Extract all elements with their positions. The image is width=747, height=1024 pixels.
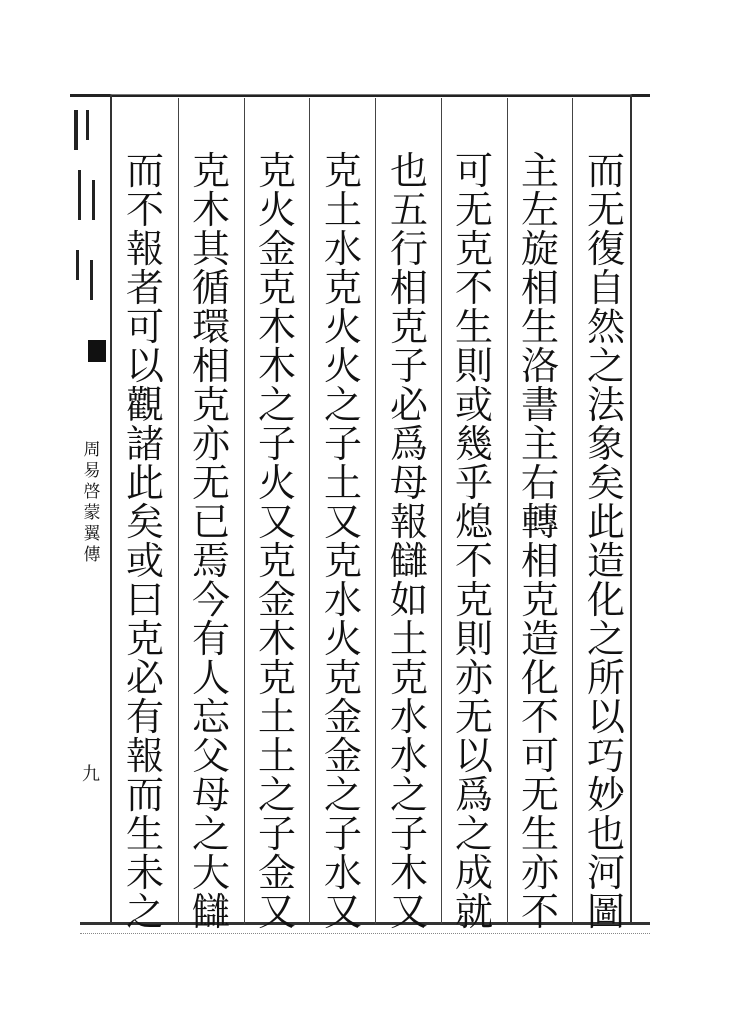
- book-title: 周 易 啓 蒙 翼 傳: [83, 440, 101, 565]
- text-column-5: 克 土 水 克 火 火 之 子 土 又 克 水 火 克 金 金 之 子 水 又: [323, 149, 362, 934]
- page-number: 九: [82, 764, 100, 785]
- column-divider: [572, 98, 573, 924]
- text-column-8: 而 不 報 者 可 以 觀 諸 此 矣 或 曰 克 必 有 報 而 生 未 之: [125, 149, 164, 934]
- text-column-6: 克 火 金 克 木 木 之 子 火 又 克 金 木 克 土 土 之 子 金 又: [257, 149, 296, 934]
- column-divider: [244, 98, 245, 924]
- text-column-7: 克 木 其 循 環 相 克 亦 无 已 焉 今 有 人 忘 父 母 之 大 讎: [191, 149, 230, 934]
- fold-mark-decoration: [72, 100, 102, 330]
- text-column-1: 而 无 復 自 然 之 法 象 矣 此 造 化 之 所 以 巧 妙 也 河 圖: [586, 149, 625, 934]
- column-divider: [178, 98, 179, 924]
- fish-tail-mark: [88, 340, 106, 362]
- column-divider: [309, 98, 310, 924]
- column-divider: [375, 98, 376, 924]
- text-column-2: 主 左 旋 相 生 洛 書 主 右 轉 相 克 造 化 不 可 无 生 亦 不: [520, 149, 559, 934]
- column-divider: [441, 98, 442, 924]
- text-column-3: 可 无 克 不 生 則 或 幾 乎 熄 不 克 則 亦 无 以 爲 之 成 就: [454, 149, 493, 934]
- text-column-4: 也 五 行 相 克 子 必 爲 母 報 讎 如 土 克 水 水 之 子 木 又: [389, 149, 428, 934]
- column-divider: [507, 98, 508, 924]
